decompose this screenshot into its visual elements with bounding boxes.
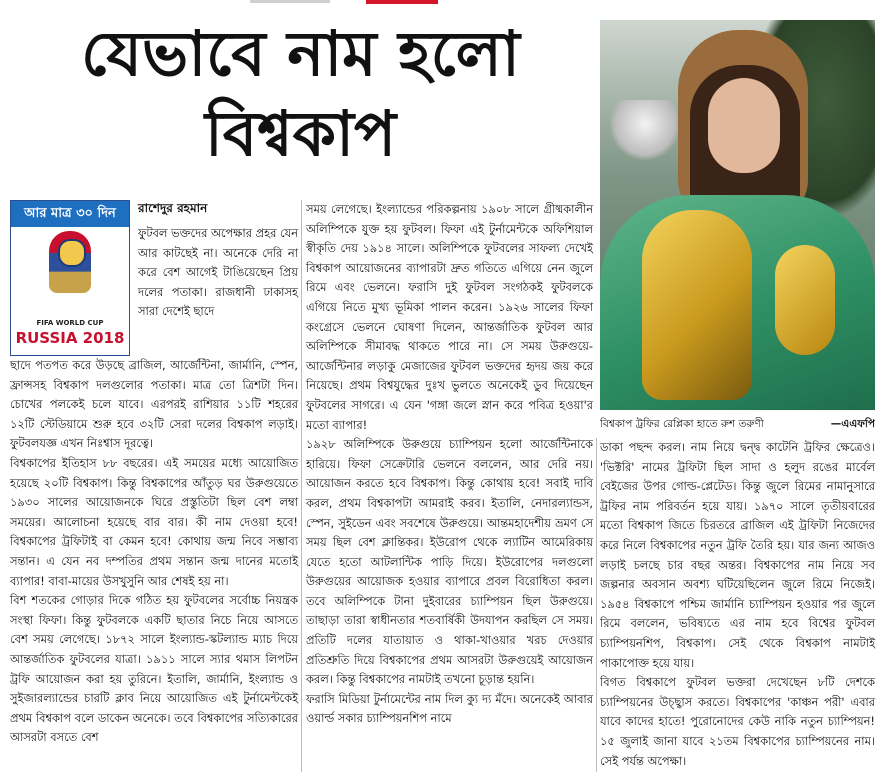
article-headline: যেভাবে নাম হলো বিশ্বকাপ [81,17,520,170]
top-accent-red [366,0,438,4]
column-divider [301,200,302,772]
paragraph: বিশ শতকের গোড়ার দিকে গঠিত হয় ফুটবলের সর্বোচ্চ নিয়ন্ত্রক সংস্থা ফিফা। কিন্তু ফুটবলকে একটি ছাতার নিচে নিয়ে আসতে বেশ সময় লেগেছে। ১৮৭২ সালে ইংল্যান্ড-স্কটল্যান্ড ম্যাচ দিয়ে আন্তর্জাতিক ফুটবলের যাত্রা। ১৯১১ সালে স্যার থমাস লিপটন ট্রফি আয়োজন করা হয় তুরিনে। ইতালি, জার্মানি, ইংল্যান্ড ও সুইজারল্যান্ডের চারটি ক্লাব নিয়ে আয়োজিত এই টুর্নামেন্টকেই প্রথম বিশ্বকাপ বলে ডাকেন অনেকে। তবে বিশ্বকাপের সত্যিকারের আসরটা বসতে বেশ [10,593,298,745]
world-cup-ball-icon [58,239,86,267]
caption-credit: —এএফপি [830,418,875,430]
column-2-body [306,200,593,729]
wc-logo-name: RUSSIA 2018 [15,329,125,347]
top-accent-bar [0,0,891,4]
top-accent-grey [250,0,330,3]
column-1-intro [138,224,298,322]
photo-trophy-replica [642,210,752,400]
paragraph: ফরাসি মিডিয়া টুর্নামেন্টের নাম দিল ক্যু দ্য মঁদে। অনেকেই আবার ওয়ার্ল্ড সকার চ্যাম্পিয়নশিপ নামে [306,691,593,726]
paragraph: সময় লেগেছে। ইংল্যান্ডের পরিকল্পনায় ১৯০৮ সালে গ্রীষ্মকালীন অলিম্পিকে যুক্ত হয় ফুটবল। ফিফা এই টুর্নামেন্টকে অফিশিয়াল স্বীকৃতি দেয় ১৯১৪ সালে। অলিম্পিকে ফুটবলের সাফল্য দেখেই বিশ্বকাপ আয়োজনের ব্যাপারটা দ্রুত গতিতে এগিয়ে নেন জুলে রিমে এবং ভেলনে। ফরাসি দুই ফুটবল সংগঠকই ফুটবলকে এগিয়ে নিতে মুখ্য ভূমিকা পালন করেন। ১৯২৬ সালের ফিফা কংগ্রেসে ভেলনে ঘোষণা দিলেন, আন্তর্জাতিক ফুটবল আর অলিম্পিকে সীমাবদ্ধ থাকতে পারে না। সে সময় উরুগুয়ে-আর্জেন্টিনার লড়াকু মেজাজের ফুটবল ভক্তদের হৃদয় জয় করে নিয়েছে। প্রথম বিশ্বযুদ্ধের দুঃখ ভুলতে অনেকেই ডুব দিয়েছেন ফুটবলের সাগরে। এ যেন 'গঙ্গা জলে স্নান করে পবিত্র হওয়া'র মতো ব্যাপার! [306,202,593,432]
column-3-body [600,438,875,771]
column-divider [596,438,597,772]
article-photo [600,20,875,410]
author-byline: রাশেদুর রহমান [138,201,208,215]
countdown-label: আর মাত্র ৩০ দিন [11,201,129,227]
paragraph: ছাদে পতপত করে উড়ছে ব্রাজিল, আর্জেন্টিনা, জার্মানি, স্পেন, ফ্রান্সসহ বিশ্বকাপ দলগুলোর পতাকা। মাত্র তো ত্রিশটা দিন। চোখের পলকেই চলে যাবে। এরপরই রাশিয়ার ১১টি শহরের ১২টি স্টেডিয়ামে শুরু হবে ৩২টি সেরা দলের বিশ্বকাপ লড়াই। ফুটবলযজ্ঞ এখন নিঃশ্বাস দূরত্বে। [10,358,298,451]
photo-caption [600,414,875,434]
world-cup-countdown-badge [10,200,130,356]
paragraph: ১৯২৮ অলিম্পিকে উরুগুয়ে চ্যাম্পিয়ন হলো আর্জেন্টিনাকে হারিয়ে। ফিফা সেক্রেটারি ভেলনে বললেন, আর দেরি নয়। আয়োজন করতে হবে বিশ্বকাপ। কিন্তু কোথায় হবে! সবাই দাবি করল, প্রথম বিশ্বকাপটা আমরাই করব। ইতালি, নেদারল্যান্ডস, স্পেন, সুইডেন এবং সবশেষে উরুগুয়ে। আন্তমহাদেশীয় ভ্রমণ সে সময় ছিল বেশ ক্লান্তিকর। ইউরোপ থেকে ল্যাটিন আমেরিকায় যেতে হতো আটলান্টিক পাড়ি দিয়ে। ইউরোপের দলগুলো উরুগুয়ের আয়োজক হওয়ার ব্যাপারে প্রবল বিরোধিতা করল। তবে অলিম্পিকে টানা দুইবারের চ্যাম্পিয়ন ছিল উরুগুয়ে। তাছাড়া তারা স্বাধীনতার শতবার্ষিকী উদযাপন করছিল সে সময়। প্রতিটি দলের যাতায়াত ও থাকা-খাওয়ার খরচ দেওয়ার প্রতিশ্রুতি দিয়ে বিশ্বকাপের প্রথম আসরটা উরুগুয়েই আয়োজন করল। কিন্তু বিশ্বকাপের নামটাই তখনো চূড়ান্ত হয়নি। [306,437,593,687]
paragraph: বিগত বিশ্বকাপে ফুটবল ভক্তরা দেখেছেন ৮টি দেশকে চ্যাম্পিয়নের উচ্ছ্বাস করতে। বিশ্বকাপের 'কাঞ্চন পরী' এবার যাবে কাদের হাতে! পুরোনোদের কেউ নাকি নতুন চ্যাম্পিয়ন! ১৫ জুলাই জানা যাবে ২১তম বিশ্বকাপের চ্যাম্পিয়নের নাম। সেই পর্যন্ত অপেক্ষা। [600,675,875,768]
photo-face [708,78,780,173]
wc-logo-label: FIFA WORLD CUP [36,319,104,327]
paragraph: ফুটবল ভক্তদের অপেক্ষার প্রহর যেন আর কাটছেই না। অনেকে দেরি না করে বেশ আগেই টাঙিয়েছেন প্রিয় দলের পতাকা। রাজধানী ঢাকাসহ সারা দেশেই ছাদে [138,226,298,319]
paragraph: ডাকা পছন্দ করল। নাম নিয়ে দ্বন্দ্ব কাটেনি ট্রফির ক্ষেত্রেও। 'ভিক্টরি' নামের ট্রফিটা ছিল সাদা ও হলুদ রঙের মার্বেল বেইজের উপর গোল্ড-প্লেটেড। কিন্তু জুলে রিমের নামানুসারে ট্রফির নাম পরিবর্তন হয়ে যায়। ১৯৭০ সালে তৃতীয়বারের মতো বিশ্বকাপ জিতে চিরতরে ব্রাজিল এই ট্রফিটা নিজেদের করে নিলে বিশ্বকাপের নতুন ট্রফি তৈরি হয়। যার জন্য আজও লড়াই চলছে চার বছর অন্তর। বিশ্বকাপের নাম নিয়ে সব জল্পনার অবসান অবশ্য ঘটিয়েছিলেন জুলে রিমে নিজেই। ১৯৫৪ বিশ্বকাপে পশ্চিম জার্মানি চ্যাম্পিয়ন হওয়ার পর জুলে রিমে বললেন, ভবিষ্যতে এর নাম হবে বিশ্বের ফুটবল চ্যাম্পিয়নশিপ, বিশ্বকাপ। সেই থেকে বিশ্বকাপ নামটাই পাকাপোক্ত হয়ে যায়। [600,440,875,670]
paragraph: বিশ্বকাপের ইতিহাস ৮৮ বছরের। এই সময়ের মধ্যে আয়োজিত হয়েছে ২০টি বিশ্বকাপ। কিন্তু বিশ্বকাপের আঁতুড় ঘর উরুগুয়েতে ১৯৩০ সালের আয়োজনকে ঘিরে প্রস্তুতিটা ছিল বেশ লম্বা সময়ের। আলোচনা হয়েছে বার বার। কী নাম দেওয়া হবে! বিশ্বকাপের ট্রফিটাই বা কেমন হবে! কোথায় জন্ম নিবে সম্ভাব্য সন্তান। এ যেন নব দম্পতির প্রথম সন্তান জন্ম দানের মতোই ব্যাপার! বাবা-মায়ের উসখুসুনি আর শেষই হয় না। [10,455,298,588]
photo-street-lamp [610,100,680,160]
caption-text: বিশ্বকাপ ট্রফির রেপ্লিকা হাতে রুশ তরুণী [600,418,764,430]
column-1-body [10,356,298,748]
photo-trophy-replica-second [775,245,835,355]
